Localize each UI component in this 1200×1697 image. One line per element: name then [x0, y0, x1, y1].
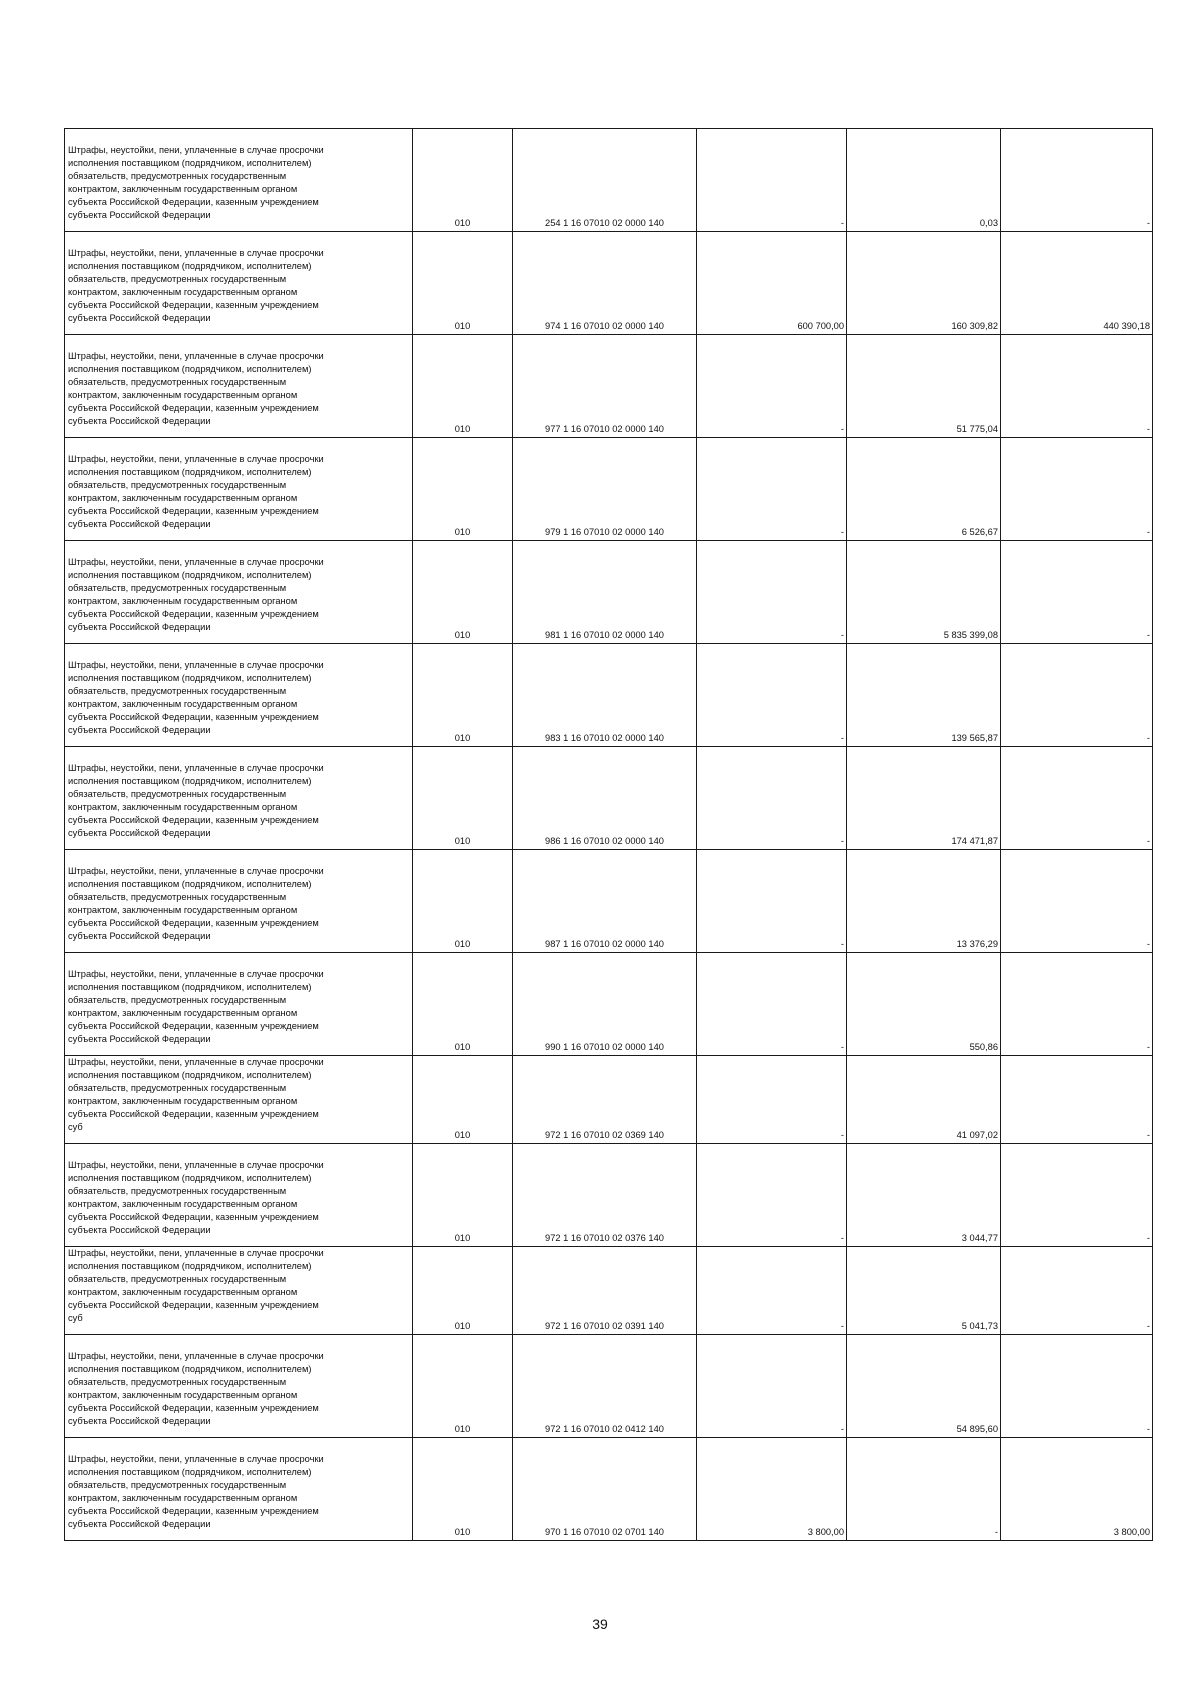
row-name-cell: Штрафы, неустойки, пени, уплаченные в случае просрочки исполнения поставщиком (подрядчиком, исполнителем) обязательств, предусмотренных государственным контрактом, заключенным государственным органом субъекта Российской Федерации, казенным учреждением субъекта Российской Федерации: [65, 438, 413, 541]
row-budget-code-cell: 974 1 16 07010 02 0000 140: [513, 232, 697, 335]
row-unexecuted-cell: -: [1001, 1247, 1153, 1335]
table-row: [65, 644, 1153, 747]
row-name-cell: Штрафы, неустойки, пени, уплаченные в случае просрочки исполнения поставщиком (подрядчиком, исполнителем) обязательств, предусмотренных государственным контрактом, заключенным государственным органом субъекта Российской Федерации, казенным учреждением субъекта Российской Федерации: [65, 335, 413, 438]
row-line-code-cell: 010: [413, 232, 513, 335]
row-approved-cell: -: [697, 747, 847, 850]
table-row: [65, 1438, 1153, 1541]
table-row: [65, 438, 1153, 541]
row-executed-cell: 0,03: [847, 129, 1001, 232]
row-unexecuted-cell: -: [1001, 1056, 1153, 1144]
row-approved-cell: -: [697, 541, 847, 644]
row-budget-code-cell: 972 1 16 07010 02 0369 140: [513, 1056, 697, 1144]
row-line-code-cell: 010: [413, 541, 513, 644]
row-name-cell: Штрафы, неустойки, пени, уплаченные в случае просрочки исполнения поставщиком (подрядчиком, исполнителем) обязательств, предусмотренных государственным контрактом, заключенным государственным органом субъекта Российской Федерации, казенным учреждением субъекта Российской Федерации: [65, 541, 413, 644]
row-unexecuted-cell: -: [1001, 335, 1153, 438]
revenue-table-body: [65, 129, 1153, 1541]
row-budget-code-cell: 254 1 16 07010 02 0000 140: [513, 129, 697, 232]
row-executed-cell: 160 309,82: [847, 232, 1001, 335]
row-line-code-cell: 010: [413, 438, 513, 541]
row-budget-code-cell: 979 1 16 07010 02 0000 140: [513, 438, 697, 541]
row-budget-code-cell: 986 1 16 07010 02 0000 140: [513, 747, 697, 850]
row-name-cell: Штрафы, неустойки, пени, уплаченные в случае просрочки исполнения поставщиком (подрядчиком, исполнителем) обязательств, предусмотренных государственным контрактом, заключенным государственным органом субъекта Российской Федерации, казенным учреждением субъекта Российской Федерации: [65, 747, 413, 850]
page-number: 39: [592, 1616, 608, 1632]
row-approved-cell: -: [697, 1056, 847, 1144]
row-executed-cell: 3 044,77: [847, 1144, 1001, 1247]
row-line-code-cell: 010: [413, 1056, 513, 1144]
row-executed-cell: 139 565,87: [847, 644, 1001, 747]
row-name-cell: Штрафы, неустойки, пени, уплаченные в случае просрочки исполнения поставщиком (подрядчиком, исполнителем) обязательств, предусмотренных государственным контрактом, заключенным государственным органом субъекта Российской Федерации, казенным учреждением суб: [65, 1056, 413, 1144]
table-row: [65, 1335, 1153, 1438]
revenue-table: [64, 128, 1153, 1541]
row-unexecuted-cell: -: [1001, 1335, 1153, 1438]
row-executed-cell: 54 895,60: [847, 1335, 1001, 1438]
table-row: [65, 1247, 1153, 1335]
row-approved-cell: 600 700,00: [697, 232, 847, 335]
row-executed-cell: 51 775,04: [847, 335, 1001, 438]
row-budget-code-cell: 983 1 16 07010 02 0000 140: [513, 644, 697, 747]
row-name-cell: Штрафы, неустойки, пени, уплаченные в случае просрочки исполнения поставщиком (подрядчиком, исполнителем) обязательств, предусмотренных государственным контрактом, заключенным государственным органом субъекта Российской Федерации, казенным учреждением суб: [65, 1247, 413, 1335]
row-executed-cell: 41 097,02: [847, 1056, 1001, 1144]
table-row: [65, 541, 1153, 644]
table-row: [65, 232, 1153, 335]
row-line-code-cell: 010: [413, 335, 513, 438]
row-unexecuted-cell: -: [1001, 747, 1153, 850]
row-executed-cell: 550,86: [847, 953, 1001, 1056]
row-name-cell: Штрафы, неустойки, пени, уплаченные в случае просрочки исполнения поставщиком (подрядчиком, исполнителем) обязательств, предусмотренных государственным контрактом, заключенным государственным органом субъекта Российской Федерации, казенным учреждением субъекта Российской Федерации: [65, 129, 413, 232]
row-name-cell: Штрафы, неустойки, пени, уплаченные в случае просрочки исполнения поставщиком (подрядчиком, исполнителем) обязательств, предусмотренных государственным контрактом, заключенным государственным органом субъекта Российской Федерации, казенным учреждением субъекта Российской Федерации: [65, 1335, 413, 1438]
row-budget-code-cell: 972 1 16 07010 02 0412 140: [513, 1335, 697, 1438]
row-unexecuted-cell: -: [1001, 953, 1153, 1056]
row-budget-code-cell: 970 1 16 07010 02 0701 140: [513, 1438, 697, 1541]
row-line-code-cell: 010: [413, 850, 513, 953]
row-line-code-cell: 010: [413, 953, 513, 1056]
table-row: [65, 335, 1153, 438]
row-approved-cell: -: [697, 644, 847, 747]
row-line-code-cell: 010: [413, 1335, 513, 1438]
row-unexecuted-cell: -: [1001, 850, 1153, 953]
row-approved-cell: -: [697, 1335, 847, 1438]
row-line-code-cell: 010: [413, 747, 513, 850]
row-unexecuted-cell: -: [1001, 438, 1153, 541]
row-budget-code-cell: 972 1 16 07010 02 0376 140: [513, 1144, 697, 1247]
table-row: [65, 129, 1153, 232]
row-budget-code-cell: 977 1 16 07010 02 0000 140: [513, 335, 697, 438]
row-line-code-cell: 010: [413, 1247, 513, 1335]
table-row: [65, 1144, 1153, 1247]
row-approved-cell: 3 800,00: [697, 1438, 847, 1541]
row-unexecuted-cell: 3 800,00: [1001, 1438, 1153, 1541]
row-budget-code-cell: 987 1 16 07010 02 0000 140: [513, 850, 697, 953]
row-budget-code-cell: 990 1 16 07010 02 0000 140: [513, 953, 697, 1056]
row-line-code-cell: 010: [413, 1144, 513, 1247]
row-line-code-cell: 010: [413, 129, 513, 232]
row-approved-cell: -: [697, 1247, 847, 1335]
row-unexecuted-cell: -: [1001, 1144, 1153, 1247]
row-name-cell: Штрафы, неустойки, пени, уплаченные в случае просрочки исполнения поставщиком (подрядчиком, исполнителем) обязательств, предусмотренных государственным контрактом, заключенным государственным органом субъекта Российской Федерации, казенным учреждением субъекта Российской Федерации: [65, 1144, 413, 1247]
row-name-cell: Штрафы, неустойки, пени, уплаченные в случае просрочки исполнения поставщиком (подрядчиком, исполнителем) обязательств, предусмотренных государственным контрактом, заключенным государственным органом субъекта Российской Федерации, казенным учреждением субъекта Российской Федерации: [65, 232, 413, 335]
table-row: [65, 1056, 1153, 1144]
row-approved-cell: -: [697, 335, 847, 438]
row-unexecuted-cell: -: [1001, 644, 1153, 747]
row-approved-cell: -: [697, 438, 847, 541]
row-approved-cell: -: [697, 953, 847, 1056]
row-executed-cell: 5 041,73: [847, 1247, 1001, 1335]
table-row: [65, 850, 1153, 953]
row-line-code-cell: 010: [413, 644, 513, 747]
row-executed-cell: -: [847, 1438, 1001, 1541]
row-approved-cell: -: [697, 1144, 847, 1247]
row-executed-cell: 6 526,67: [847, 438, 1001, 541]
row-name-cell: Штрафы, неустойки, пени, уплаченные в случае просрочки исполнения поставщиком (подрядчиком, исполнителем) обязательств, предусмотренных государственным контрактом, заключенным государственным органом субъекта Российской Федерации, казенным учреждением субъекта Российской Федерации: [65, 644, 413, 747]
row-name-cell: Штрафы, неустойки, пени, уплаченные в случае просрочки исполнения поставщиком (подрядчиком, исполнителем) обязательств, предусмотренных государственным контрактом, заключенным государственным органом субъекта Российской Федерации, казенным учреждением субъекта Российской Федерации: [65, 953, 413, 1056]
row-executed-cell: 13 376,29: [847, 850, 1001, 953]
table-row: [65, 747, 1153, 850]
row-unexecuted-cell: 440 390,18: [1001, 232, 1153, 335]
row-approved-cell: -: [697, 850, 847, 953]
row-executed-cell: 174 471,87: [847, 747, 1001, 850]
table-row: [65, 953, 1153, 1056]
row-budget-code-cell: 981 1 16 07010 02 0000 140: [513, 541, 697, 644]
row-name-cell: Штрафы, неустойки, пени, уплаченные в случае просрочки исполнения поставщиком (подрядчиком, исполнителем) обязательств, предусмотренных государственным контрактом, заключенным государственным органом субъекта Российской Федерации, казенным учреждением субъекта Российской Федерации: [65, 1438, 413, 1541]
row-name-cell: Штрафы, неустойки, пени, уплаченные в случае просрочки исполнения поставщиком (подрядчиком, исполнителем) обязательств, предусмотренных государственным контрактом, заключенным государственным органом субъекта Российской Федерации, казенным учреждением субъекта Российской Федерации: [65, 850, 413, 953]
row-unexecuted-cell: -: [1001, 541, 1153, 644]
row-budget-code-cell: 972 1 16 07010 02 0391 140: [513, 1247, 697, 1335]
row-approved-cell: -: [697, 129, 847, 232]
row-executed-cell: 5 835 399,08: [847, 541, 1001, 644]
row-line-code-cell: 010: [413, 1438, 513, 1541]
row-unexecuted-cell: -: [1001, 129, 1153, 232]
